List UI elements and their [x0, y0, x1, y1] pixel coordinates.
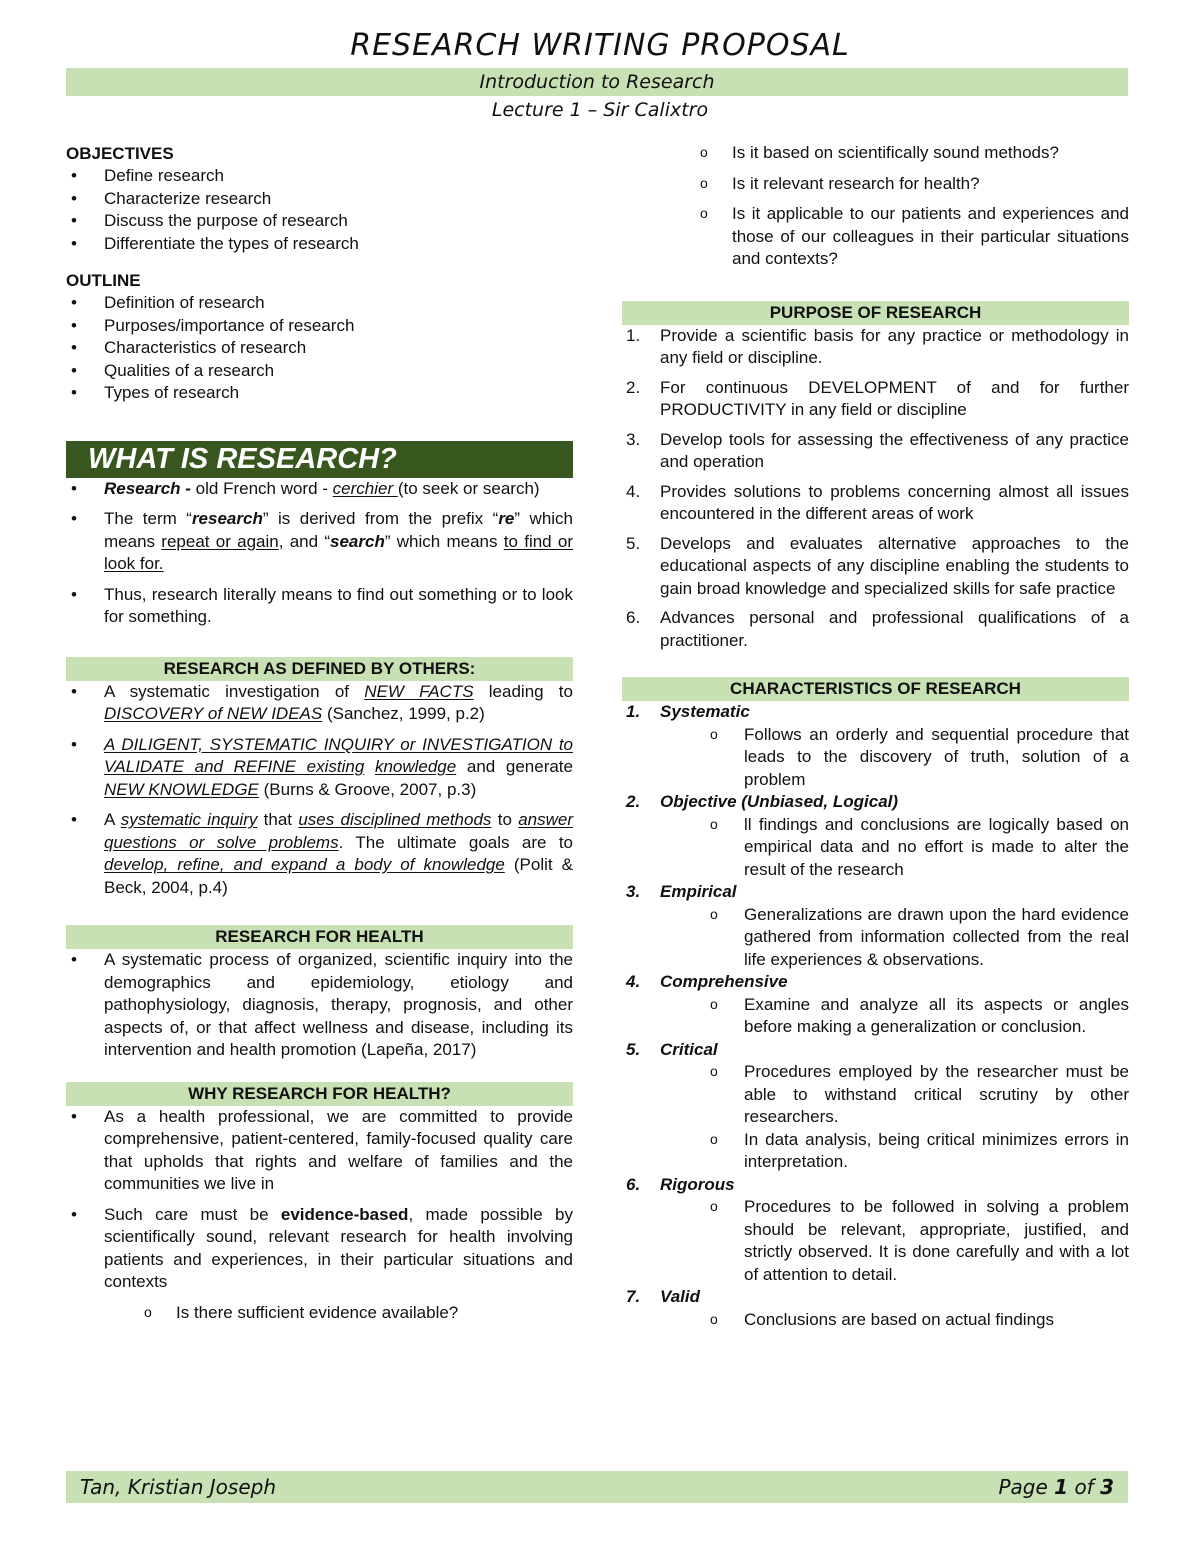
- purpose-item: 6. Advances personal and professional qualifications of a practitioner.: [626, 608, 1129, 650]
- objectives-list: [66, 165, 573, 255]
- characteristics-heading: CHARACTERISTICS OF RESEARCH: [622, 677, 1129, 701]
- outline-item: • Characteristics of research: [66, 337, 573, 360]
- health-list: [66, 949, 573, 1062]
- why-questions-continued: [622, 142, 1129, 271]
- why-question: o Is it based on scientifically sound methods?: [622, 142, 1129, 165]
- lecture-line: Lecture 1 – Sir Calixtro: [491, 99, 709, 121]
- outline-item: • Types of research: [66, 382, 573, 405]
- right-column: [622, 142, 1129, 1331]
- characteristic-point: o Procedures to be followed in solving a problem should be relevant, appropriate, justified, and strictly observed. It is done carefully and with a lot of attention to detail.: [622, 1196, 1129, 1286]
- page-indicator: Page 1 of 3: [998, 1475, 1114, 1499]
- purpose-item: 2. For continuous DEVELOPMENT of and for further PRODUCTIVITY in any field or discipline: [626, 377, 1129, 419]
- left-column: [66, 142, 573, 1324]
- characteristic-point: o Follows an orderly and sequential procedure that leads to the discovery of truth, solution of a problem: [622, 724, 1129, 792]
- objective-item: • Discuss the purpose of research: [66, 210, 573, 233]
- why-research-heading: WHY RESEARCH FOR HEALTH?: [66, 1082, 573, 1106]
- characteristic-point: o Procedures employed by the researcher must be able to withstand critical scrutiny by other researchers.: [622, 1061, 1129, 1129]
- why-question: o Is it relevant research for health?: [622, 173, 1129, 196]
- characteristic-title: 5. Critical: [626, 1039, 718, 1059]
- defined-item: • A systematic investigation of NEW FACTS leading to DISCOVERY of NEW IDEAS (Sanchez, 1999, p.2): [66, 681, 573, 726]
- characteristic-title: 4. Comprehensive: [626, 972, 788, 991]
- characteristic-point: o In data analysis, being critical minimizes errors in interpretation.: [622, 1129, 1129, 1174]
- characteristic-title: 1. Systematic: [626, 702, 750, 721]
- purpose-item: 3. Develop tools for assessing the effectiveness of any practice and operation: [626, 429, 1129, 471]
- why-questions: [66, 1302, 573, 1325]
- objectives-heading: OBJECTIVES: [66, 144, 174, 163]
- why-question: o Is it applicable to our patients and experiences and those of our colleagues in their particular situations and contexts?: [622, 203, 1129, 271]
- outline-heading: OUTLINE: [66, 271, 141, 290]
- purpose-item: 5. Develops and evaluates alternative approaches to the educational aspects of any discipline enabling the students to gain broad knowledge and specialized skills for safe practice: [626, 533, 1129, 598]
- characteristic-point: o Generalizations are drawn upon the hard evidence gathered from information collected from the real life experiences & observations.: [622, 904, 1129, 972]
- purpose-item: 4. Provides solutions to problems concerning almost all issues encountered in the different areas of work: [626, 481, 1129, 523]
- why-item: • As a health professional, we are committed to provide comprehensive, patient-centered, family-focused quality care that upholds that rights and welfare of families and the communities we live in: [66, 1106, 573, 1196]
- health-item: • A systematic process of organized, scientific inquiry into the demographics and epidemiology, etiology and pathophysiology, diagnosis, therapy, prognosis, and other aspects of, or that affect wellness and disease, including its intervention and health promotion (Lapeña, 2017): [66, 949, 573, 1062]
- characteristic-title: 2. Objective (Unbiased, Logical): [626, 792, 899, 811]
- characteristic-title: 3. Empirical: [626, 882, 737, 901]
- purpose-heading: PURPOSE OF RESEARCH: [622, 301, 1129, 325]
- characteristic-title: 7. Valid: [626, 1287, 700, 1306]
- outline-item: • Purposes/importance of research: [66, 315, 573, 338]
- defined-item: • A systematic inquiry that uses disciplined methods to answer questions or solve problems. The ultimate goals are to develop, refine, and expand a body of knowledge (Polit & Beck, 2004, p.4): [66, 809, 573, 899]
- purpose-list: [622, 325, 1129, 653]
- research-for-health-heading: RESEARCH FOR HEALTH: [66, 925, 573, 949]
- author-name: Tan, Kristian Joseph: [80, 1475, 276, 1499]
- what-is-item: • Thus, research literally means to find out something or to look for something.: [66, 584, 573, 629]
- outline-item: • Definition of research: [66, 292, 573, 315]
- objective-item: • Characterize research: [66, 188, 573, 211]
- characteristic-point: o ll findings and conclusions are logically based on empirical data and no effort is made to alter the result of the research: [622, 814, 1129, 882]
- characteristics-list: [622, 701, 1129, 1331]
- what-is-item: • Research - old French word - cerchier (to seek or search): [66, 478, 573, 501]
- why-question: o Is there sufficient evidence available?: [66, 1302, 573, 1325]
- why-list: [66, 1106, 573, 1294]
- why-item: • Such care must be evidence-based, made possible by scientifically sound, relevant research for health involving patients and experiences, in their particular situations and contexts: [66, 1204, 573, 1294]
- page-title: RESEARCH WRITING PROPOSAL: [350, 28, 850, 63]
- what-is-list: [66, 478, 573, 629]
- characteristic-point: o Conclusions are based on actual findings: [622, 1309, 1129, 1332]
- characteristic-title: 6. Rigorous: [626, 1174, 735, 1194]
- objective-item: • Define research: [66, 165, 573, 188]
- purpose-item: 1. Provide a scientific basis for any practice or methodology in any field or discipline.: [626, 325, 1129, 367]
- defined-item: • A DILIGENT, SYSTEMATIC INQUIRY or INVESTIGATION to VALIDATE and REFINE existing knowledge and generate NEW KNOWLEDGE (Burns & Groove, 2007, p.3): [66, 734, 573, 802]
- outline-item: • Qualities of a research: [66, 360, 573, 383]
- what-is-research-heading: WHAT IS RESEARCH?: [66, 441, 573, 478]
- subtitle-bar: Introduction to Research: [66, 68, 1128, 96]
- what-is-item: • The term “research” is derived from the prefix “re” which means repeat or again, and “search” which means to find or look for.: [66, 508, 573, 576]
- page-footer: [66, 1471, 1128, 1503]
- defined-list: [66, 681, 573, 900]
- outline-list: [66, 292, 573, 405]
- defined-by-others-heading: RESEARCH AS DEFINED BY OTHERS:: [66, 657, 573, 681]
- characteristic-point: o Examine and analyze all its aspects or angles before making a generalization or conclusion.: [622, 994, 1129, 1039]
- objective-item: • Differentiate the types of research: [66, 233, 573, 256]
